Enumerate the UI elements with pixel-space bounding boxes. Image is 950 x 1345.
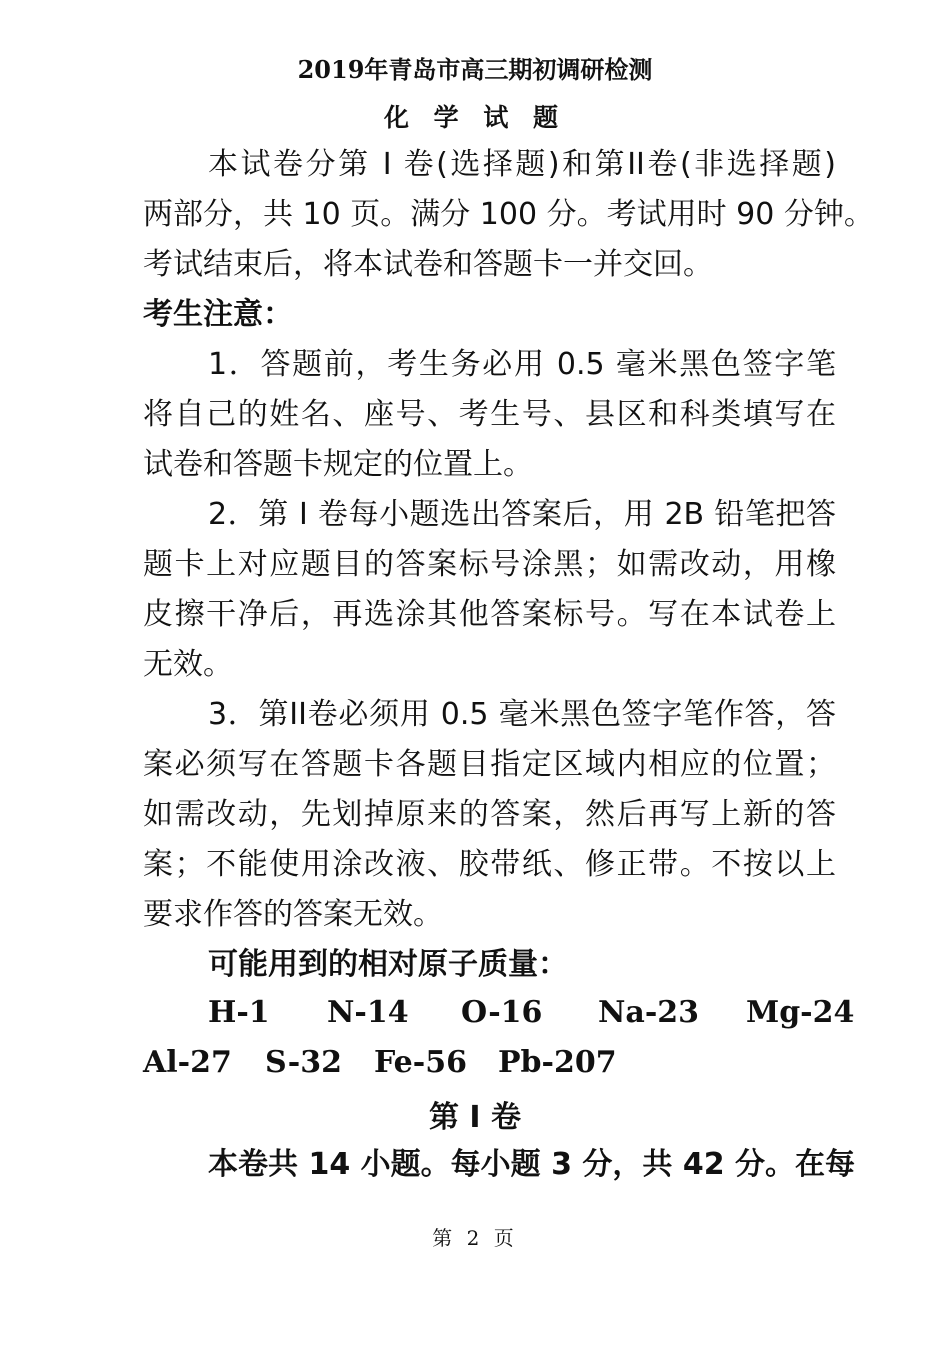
notice-heading: 考生注意：	[143, 297, 293, 332]
notice-1-line-1: 1．答题前，考生务必用 0.5 毫米黑色签字笔	[208, 347, 836, 382]
atomic-mass-h: H-1	[208, 995, 270, 1030]
atomic-mass-pb: Pb-207	[498, 1045, 617, 1080]
intro-line-2: 两部分，共 10 页。满分 100 分。考试用时 90 分钟。	[143, 197, 874, 232]
notice-2-line-3: 皮擦干净后，再选涂其他答案标号。写在本试卷上	[143, 597, 836, 632]
atomic-mass-s: S-32	[265, 1045, 342, 1080]
notice-3-line-5: 要求作答的答案无效。	[143, 897, 443, 932]
intro-line-1: 本试卷分第 I 卷(选择题)和第II卷(非选择题)	[208, 147, 836, 182]
notice-3-line-4: 案；不能使用涂改液、胶带纸、修正带。不按以上	[143, 847, 836, 882]
section-intro: 本卷共 14 小题。每小题 3 分，共 42 分。在每	[208, 1147, 856, 1182]
notice-2-line-4: 无效。	[143, 647, 233, 682]
atomic-mass-o: O-16	[461, 995, 543, 1030]
notice-1-line-2: 将自己的姓名、座号、考生号、县区和科类填写在	[143, 397, 836, 432]
notice-3-line-2: 案必须写在答题卡各题目指定区域内相应的位置；	[143, 747, 836, 782]
notice-3-line-3: 如需改动，先划掉原来的答案，然后再写上新的答	[143, 797, 836, 832]
notice-2-line-1: 2．第 I 卷每小题选出答案后，用 2B 铅笔把答	[208, 497, 836, 532]
atomic-mass-na: Na-23	[598, 995, 700, 1030]
exam-title: 2019年青岛市高三期初调研检测	[297, 55, 653, 84]
atomic-mass-mg: Mg-24	[746, 995, 855, 1030]
exam-subject: 化 学 试 题	[383, 103, 567, 132]
notice-3-line-1: 3．第II卷必须用 0.5 毫米黑色签字笔作答，答	[208, 697, 836, 732]
atomic-mass-fe: Fe-56	[374, 1045, 467, 1080]
notice-2-line-2: 题卡上对应题目的答案标号涂黑；如需改动，用橡	[143, 547, 836, 582]
intro-line-3: 考试结束后，将本试卷和答题卡一并交回。	[143, 247, 713, 282]
atomic-mass-heading: 可能用到的相对原子质量：	[208, 947, 568, 982]
section-title: 第 I 卷	[428, 1100, 522, 1135]
notice-1-line-3: 试卷和答题卡规定的位置上。	[143, 447, 533, 482]
page-number: 第 2 页	[432, 1226, 518, 1250]
atomic-mass-n: N-14	[327, 995, 409, 1030]
atomic-mass-al: Al-27	[143, 1045, 232, 1080]
